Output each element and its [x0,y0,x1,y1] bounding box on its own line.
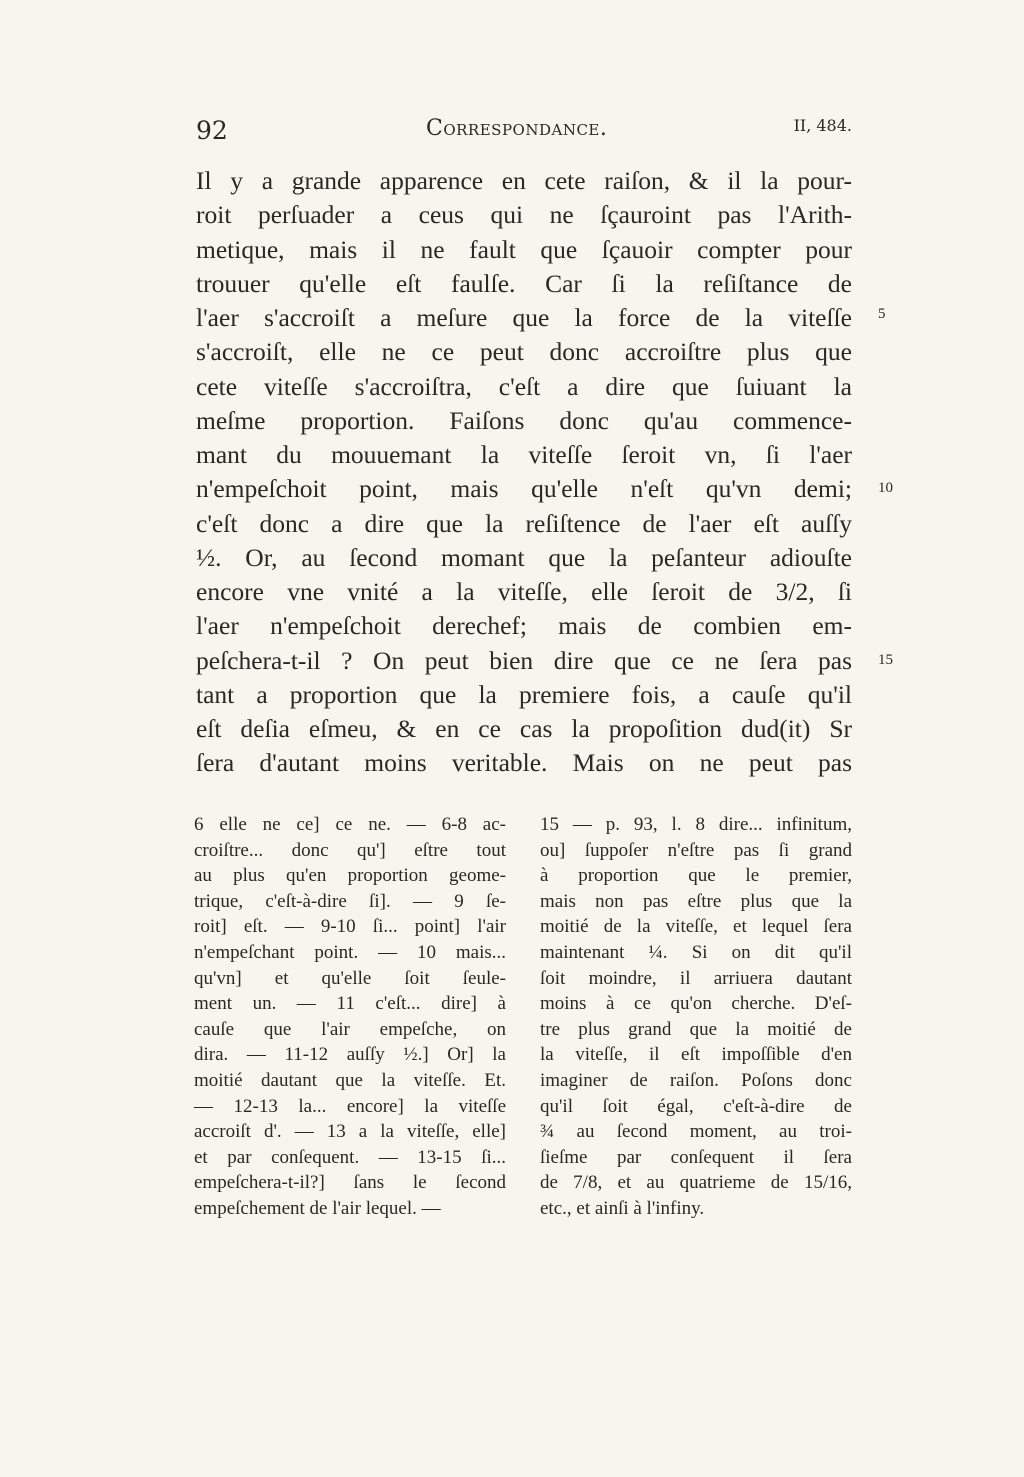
note-line: mais non pas eſtre plus que la [540,890,852,912]
footnotes-right-column [540,812,852,1222]
note-line: à proportion que le premier, [540,865,852,887]
note-line: ment un. — 11 c'eſt... dire] à [194,993,506,1015]
text-line: roit perſuader a ceus qui ne ſçauroint pas l'Arith- [196,200,852,230]
line-number: 10 [878,480,893,496]
page-header [196,116,852,152]
note-line: — 12-13 la... encore] la viteſſe [194,1095,506,1117]
note-line: empeſchera-t-il?] ſans le ſecond [194,1172,506,1194]
note-line: moins à ce qu'on cherche. D'eſ- [540,993,852,1015]
text-line: metique, mais il ne fault que ſçauoir compter pour [196,234,852,264]
text-line: s'accroiſt, elle ne ce peut donc accroiſtre plus que [196,337,852,367]
note-line: ou] ſuppoſer n'eſtre pas ſi grand [540,839,852,861]
note-line: de 7/8, et au quatrieme de 15/16, [540,1172,852,1194]
text-line: Il y a grande apparence en cete raiſon, & il la pour- [196,166,852,195]
text-line: cete viteſſe s'accroiſtra, c'eſt a dire que ſuiuant la [196,371,852,401]
note-line: accroiſt d'. — 13 a la viteſſe, elle] [194,1121,506,1143]
text-line: mant du mouuemant la viteſſe ſeroit vn, ſi l'aer [196,440,852,469]
note-line: 15 — p. 93, l. 8 dire... infinitum, [540,814,852,835]
note-line: etc., et ainſi à l'infiny. [540,1197,705,1219]
note-line: dira. — 11-12 auſſy ½.] Or] la [194,1044,506,1066]
running-title: Correspondance. [426,116,608,141]
line-number: 15 [878,652,893,668]
main-text [196,164,852,781]
note-line: ſieſme par conſequent il ſera [540,1146,852,1168]
note-line: empeſchement de l'air lequel. — [194,1197,441,1219]
text-line: ſera d'autant moins veritable. Mais on ne peut pas [196,748,852,778]
page-number: 92 [196,116,228,145]
note-line: croiſtre... donc qu'] eſtre tout [194,839,506,861]
note-line: imaginer de raiſon. Poſons donc [540,1069,852,1091]
page-reference: II, 484. [793,116,852,135]
note-line: maintenant ¼. Si on dit qu'il [540,941,852,963]
note-line: au plus qu'en proportion geome- [194,865,506,887]
note-line: 6 elle ne ce] ce ne. — 6-8 ac- [194,814,506,835]
text-line: trouuer qu'elle eſt faulſe. Car ſi la reſiſtance de [196,268,852,298]
text-line: c'eſt donc a dire que la reſiſtence de l'aer eſt auſſy [196,508,852,538]
text-line: meſme proportion. Faiſons donc qu'au commence- [196,405,852,435]
text-line: eſt deſia eſmeu, & en ce cas la propoſition dud(it) Sr [196,714,852,743]
note-line: cauſe que l'air empeſche, on [194,1018,506,1040]
footnotes-left-column [194,812,506,1222]
text-line: l'aer s'accroiſt a meſure que la force de la viteſſe [196,303,852,332]
text-line: l'aer n'empeſchoit derechef; mais de combien em- [196,611,852,641]
note-line: roit] eſt. — 9-10 ſi... point] l'air [194,916,506,938]
note-line: et par conſequent. — 13-15 ſi... [194,1146,506,1168]
text-line: tant a proportion que la premiere fois, a cauſe qu'il [196,679,852,709]
line-number: 5 [878,306,886,322]
note-line: moitié de la viteſſe, et lequel ſera [540,916,852,938]
note-line: n'empeſchant point. — 10 mais... [194,941,506,963]
note-line: qu'il ſoit égal, c'eſt-à-dire de [540,1095,852,1117]
text-line: encore vne vnité a la viteſſe, elle ſeroit de 3/2, ſi [196,577,852,606]
text-line: n'empeſchoit point, mais qu'elle n'eſt qu'vn demi; [196,474,852,504]
note-line: ſoit moindre, il arriuera dautant [540,967,852,989]
note-line: tre plus grand que la moitié de [540,1018,852,1040]
note-line: moitié dautant que la viteſſe. Et. [194,1069,506,1091]
note-line: ¾ au ſecond moment, au troi- [540,1121,852,1143]
note-line: qu'vn] et qu'elle ſoit ſeule- [194,967,506,989]
note-line: la viteſſe, il eſt impoſſible d'en [540,1044,852,1066]
text-line: peſchera-t-il ? On peut bien dire que ce ne ſera pas [196,645,852,675]
note-line: trique, c'eſt-à-dire ſi]. — 9 ſe- [194,890,506,912]
text-line: ½. Or, au ſecond momant que la peſanteur adiouſte [196,542,852,572]
